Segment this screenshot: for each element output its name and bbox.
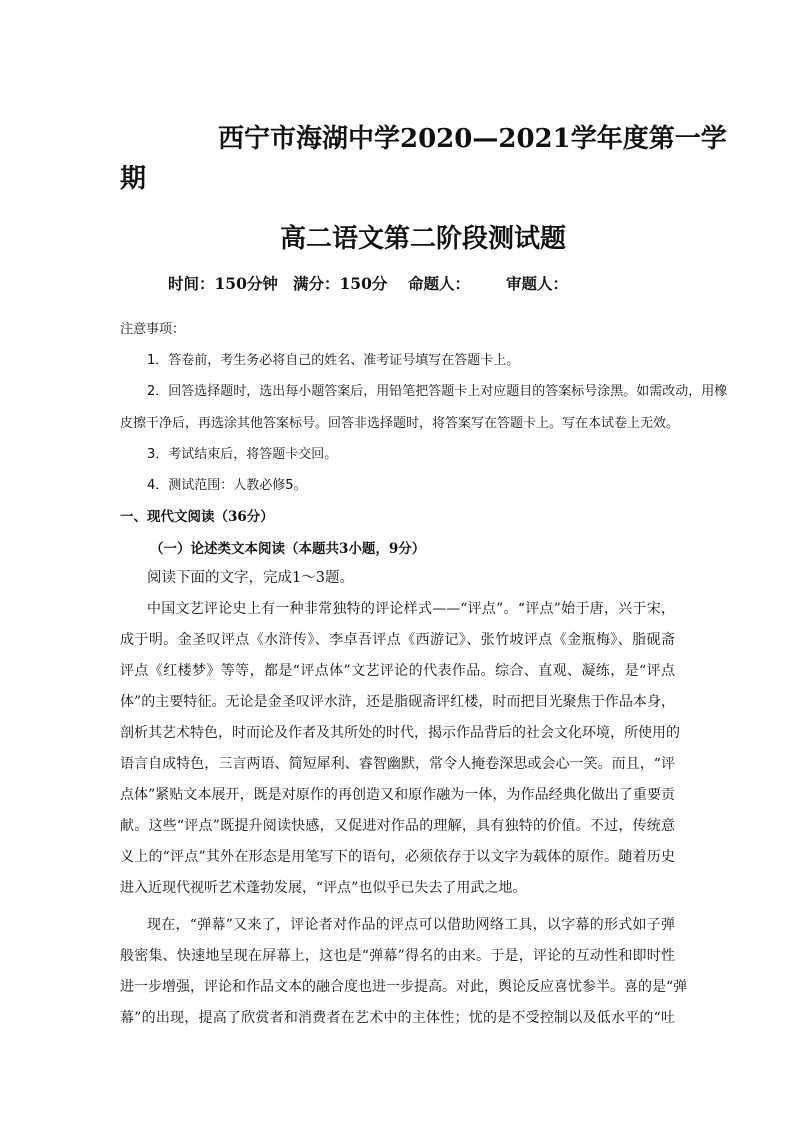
- section-heading: 一、现代文阅读（36分）: [120, 509, 274, 525]
- passage-line: 进入近现代视听艺术蓬勃发展，“评点”也似乎已失去了用武之地。: [120, 880, 527, 896]
- exam-title-line2: 期: [120, 164, 147, 194]
- reading-instruction: 阅读下面的文字，完成1～3题。: [147, 570, 354, 586]
- exam-author: 命题人：: [408, 274, 471, 293]
- passage-line: 幕”的出现，提高了欣赏者和消费者在艺术中的主体性；忧的是不受控制以及低水平的“吐: [120, 1010, 675, 1026]
- exam-title-line1: 西宁市海湖中学2020—2021学年度第一学: [218, 124, 727, 154]
- exam-reviewer: 审题人：: [506, 274, 569, 293]
- passage-line: 义上的“评点”其外在形态是用笔写下的语句，必须依存于以文字为载体的原作。随着历史: [120, 849, 675, 865]
- passage-line: 点体”紧贴文本展开，既是对原作的再创造又和原作融为一体，为作品经典化做出了重要贡: [120, 787, 675, 803]
- passage-line: 进一步增强，评论和作品文本的融合度也进一步提高。对此，舆论反应喜忧参半。喜的是“弹: [120, 979, 688, 995]
- passage-line: 现在，“弹幕”又来了，评论者对作品的评点可以借助网络工具，以字幕的形式如子弹: [147, 917, 675, 933]
- notice-item: 4．测试范围：人教必修5。: [147, 478, 307, 493]
- notice-heading: 注意事项：: [120, 322, 186, 337]
- passage-line: 语言自成特色，三言两语、简短犀利、睿智幽默，常令人掩卷深思或会心一笑。而且，“评: [120, 756, 675, 772]
- passage-line: 剖析其艺术特色，时而论及作者及其所处的时代，揭示作品背后的社会文化环境，所使用的: [120, 725, 680, 741]
- passage-line: 体”的主要特征。无论是金圣叹评水浒，还是脂砚斋评红楼，时而把目光聚焦于作品本身，: [120, 694, 675, 710]
- notice-item-continued: 皮擦干净后，再选涂其他答案标号。回答非选择题时，将答案写在答题卡上。写在本试卷上无效。: [120, 416, 680, 431]
- passage-line: 献。这些“评点”既提升阅读快感，又促进对作品的理解，具有独特的价值。不过，传统意: [120, 818, 675, 834]
- subsection-heading: （一）论述类文本阅读（本题共3小题，9分）: [150, 541, 426, 557]
- passage-line: 般密集、快速地呈现在屏幕上，这也是“弹幕”得名的由来。于是，评论的互动性和即时性: [120, 948, 675, 964]
- notice-item: 3．考试结束后，将答题卡交回。: [147, 447, 338, 462]
- notice-item: 1．答卷前，考生务必将自己的姓名、准考证号填写在答题卡上。: [147, 353, 520, 368]
- passage-line: 评点《红楼梦》等等，都是“评点体”文艺评论的代表作品。综合、直观、凝练，是“评点: [120, 663, 675, 679]
- exam-subtitle: 高二语文第二阶段测试题: [280, 224, 567, 254]
- passage-line: 成于明。金圣叹评点《水浒传》、李卓吾评点《西游记》、张竹坡评点《金瓶梅》、脂砚斋: [120, 632, 675, 648]
- exam-time: 时间：150分钟: [168, 274, 278, 293]
- passage-line: 中国文艺评论史上有一种非常独特的评论样式——“评点”。“评点”始于唐，兴于宋，: [147, 601, 675, 617]
- exam-score: 满分：150分: [293, 274, 388, 293]
- notice-item: 2．回答选择题时，选出每小题答案后，用铅笔把答题卡上对应题目的答案标号涂黑。如需改动，用橡: [147, 384, 728, 399]
